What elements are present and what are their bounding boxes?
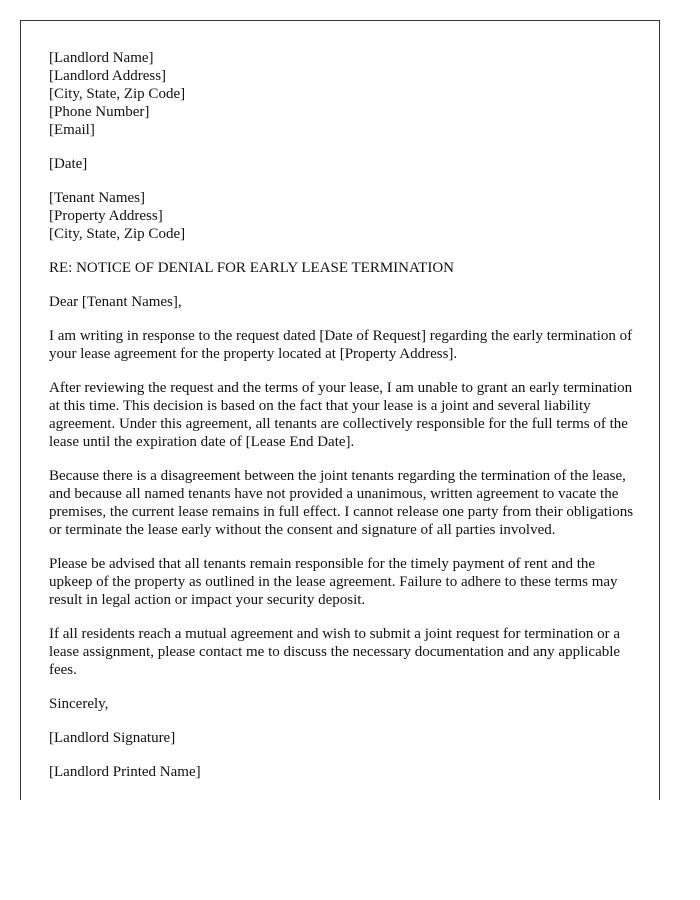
body-paragraph: If all residents reach a mutual agreement and wish to submit a joint request for termination or a lease assignment, please contact me to discuss the necessary documentation and any applicable fees. (49, 626, 621, 678)
recipient-block (49, 189, 639, 243)
subject-line: RE: NOTICE OF DENIAL FOR EARLY LEASE TERMINATION (49, 260, 455, 276)
salutation: Dear [Tenant Names], (49, 294, 182, 310)
sender-city-state-zip: [City, State, Zip Code] (49, 86, 186, 102)
sender-email: [Email] (49, 122, 95, 138)
body-paragraph: After reviewing the request and the terms of your lease, I am unable to grant an early termination at this time. This decision is based on the fact that your lease is a joint and several liability agreement. Under this agreement, all tenants are collectively responsible for the full terms of the lease until the expiration date of [Lease End Date]. (49, 380, 633, 450)
letter-page (20, 20, 660, 800)
body-paragraph: Please be advised that all tenants remain responsible for the timely payment of rent and the upkeep of the property as outlined in the lease agreement. Failure to adhere to these terms may result in legal action or impact your security deposit. (49, 556, 618, 608)
letter-content (49, 49, 639, 781)
recipient-property-address: [Property Address] (49, 208, 163, 224)
letter-date: [Date] (49, 156, 88, 172)
sender-address: [Landlord Address] (49, 68, 167, 84)
body-paragraph: I am writing in response to the request dated [Date of Request] regarding the early termination of your lease agreement for the property located at [Property Address]. (49, 328, 633, 362)
printed-name: [Landlord Printed Name] (49, 764, 201, 780)
sender-block (49, 49, 639, 139)
sender-phone: [Phone Number] (49, 104, 150, 120)
recipient-names: [Tenant Names] (49, 190, 145, 206)
signature: [Landlord Signature] (49, 730, 176, 746)
closing: Sincerely, (49, 696, 109, 712)
recipient-city-state-zip: [City, State, Zip Code] (49, 226, 186, 242)
body-paragraph: Because there is a disagreement between the joint tenants regarding the termination of the lease, and because all named tenants have not provided a unanimous, written agreement to vacate the premises, the current lease remains in full effect. I cannot release one party from their obligations or terminate the lease early without the consent and signature of all parties involved. (49, 468, 634, 538)
sender-name: [Landlord Name] (49, 50, 154, 66)
